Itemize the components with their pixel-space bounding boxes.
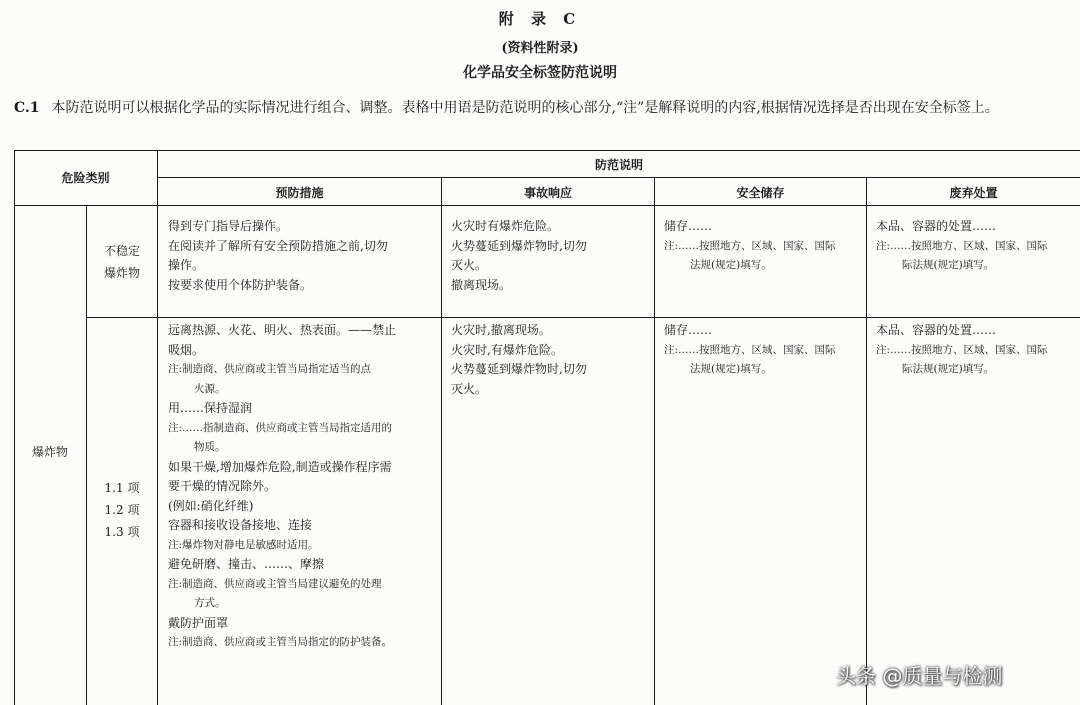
header-prevention: 预防措施 bbox=[275, 186, 324, 200]
row2-prevention bbox=[168, 321, 438, 653]
table-line: 灭火。 bbox=[451, 381, 488, 396]
row1-prevention bbox=[168, 217, 438, 295]
subcategory-line: 1.1 项 bbox=[104, 481, 140, 495]
clause-number: C.1 bbox=[14, 100, 40, 116]
table-line: 避免研磨、撞击、……、摩擦 bbox=[168, 557, 325, 571]
header-response: 事故响应 bbox=[523, 186, 572, 200]
rule-header-bottom bbox=[14, 205, 1080, 206]
table-line: 物质。 bbox=[194, 441, 226, 453]
header-hazard-category: 危险类别 bbox=[61, 171, 110, 185]
table-line: 按要求使用个体防护装备。 bbox=[168, 277, 313, 292]
table-line: 戴防护面罩 bbox=[168, 615, 229, 630]
table-line: 火灾时有爆炸危险。 bbox=[451, 219, 560, 233]
appendix-label: 附 录 C bbox=[498, 10, 582, 28]
table-line: 本品、容器的处置…… bbox=[876, 323, 997, 337]
rule-row1-bottom bbox=[86, 317, 1080, 318]
table-line: 注:……按照地方、区域、国家、国际 bbox=[876, 239, 1048, 252]
row1-storage bbox=[664, 217, 864, 276]
row1-disposal bbox=[876, 217, 1078, 276]
table-line: 际法规(规定)填写。 bbox=[902, 363, 995, 375]
rule-left bbox=[14, 150, 15, 705]
rule-c1 bbox=[441, 177, 442, 705]
table-line: 容器和接收设备接地、连接 bbox=[168, 518, 313, 532]
intro-paragraph bbox=[14, 96, 1074, 121]
subcategory-line: 不稳定 bbox=[103, 244, 140, 258]
subcategory-line: 爆炸物 bbox=[103, 266, 140, 280]
table-line: 用……保持湿润 bbox=[168, 401, 253, 415]
table-line: 注:……按照地方、区域、国家、国际 bbox=[876, 343, 1048, 356]
table-line: 本品、容器的处置…… bbox=[876, 219, 997, 233]
table-line: 储存…… bbox=[664, 219, 713, 233]
table-line: 注:……按照地方、区域、国家、国际 bbox=[664, 239, 836, 252]
subcategory-divisions bbox=[87, 477, 157, 543]
table-line: 注:制造商、供应商或主管当局建议避免的处理 bbox=[168, 577, 382, 590]
header-precaution-group: 防范说明 bbox=[594, 158, 643, 172]
table-line: 注:……指制造商、供应商或主管当局指定适用的 bbox=[168, 421, 393, 434]
row2-disposal bbox=[876, 321, 1078, 380]
table-line: 得到专门指导后操作。 bbox=[168, 219, 289, 233]
subcategory-line: 1.2 项 bbox=[104, 503, 140, 517]
precaution-table bbox=[14, 150, 1080, 705]
table-line: 火灾时,撤离现场。 bbox=[451, 323, 551, 337]
row1-response bbox=[451, 217, 651, 295]
subcategory-unstable bbox=[87, 240, 157, 284]
table-line: 远离热源、火花、明火、热表面。——禁止 bbox=[168, 323, 397, 337]
table-line: 法规(规定)填写。 bbox=[690, 363, 772, 375]
table-line: 在阅读并了解所有安全预防措施之前,切勿 bbox=[168, 238, 388, 253]
table-line: 储存…… bbox=[664, 323, 713, 337]
table-line: 火势蔓延到爆炸物时,切勿 bbox=[451, 362, 587, 376]
header-storage: 安全储存 bbox=[736, 186, 785, 200]
table-line: 撤离现场。 bbox=[451, 277, 512, 292]
appendix-nature: (资料性附录) bbox=[501, 41, 579, 56]
row2-storage bbox=[664, 321, 864, 380]
category-explosives: 爆炸物 bbox=[31, 445, 68, 459]
table-line: 火势蔓延到爆炸物时,切勿 bbox=[451, 238, 587, 253]
row2-response bbox=[451, 321, 651, 399]
watermark: 头条 @质量与检测 bbox=[836, 664, 1003, 688]
rule-group bbox=[158, 177, 1080, 178]
header-disposal: 废弃处置 bbox=[949, 186, 998, 200]
table-line: 火源。 bbox=[194, 382, 226, 395]
table-line: 法规(规定)填写。 bbox=[690, 259, 772, 271]
table-line: 注:制造商、供应商或主管当局指定的防护装备。 bbox=[168, 636, 393, 648]
table-line: 灭火。 bbox=[451, 258, 488, 272]
rule-c2 bbox=[654, 177, 655, 705]
rule-cat bbox=[157, 150, 158, 705]
table-line: 注:……按照地方、区域、国家、国际 bbox=[664, 343, 836, 356]
table-line: 注:制造商、供应商或主管当局指定适当的点 bbox=[168, 363, 372, 375]
rule-c3 bbox=[866, 177, 867, 705]
page-title: 化学品安全标签防范说明 bbox=[463, 65, 617, 81]
table-line: (例如:硝化纤维) bbox=[168, 498, 254, 513]
table-line: 注:爆炸物对静电是敏感时适用。 bbox=[168, 538, 319, 551]
table-line: 操作。 bbox=[168, 258, 205, 272]
table-line: 际法规(规定)填写。 bbox=[902, 259, 995, 271]
table-line: 火灾时,有爆炸危险。 bbox=[451, 342, 563, 357]
intro-text: 本防范说明可以根据化学品的实际情况进行组合、调整。表格中用语是防范说明的核心部分,“注”是解释说明的内容,根据情况选择是否出现在安全标签上。 bbox=[51, 100, 999, 116]
subcategory-line: 1.3 项 bbox=[104, 525, 140, 539]
table-line: 方式。 bbox=[194, 597, 226, 609]
table-line: 要干燥的情况除外。 bbox=[168, 479, 277, 493]
table-line: 如果干燥,增加爆炸危险,制造或操作程序需 bbox=[168, 459, 392, 474]
table-line: 吸烟。 bbox=[168, 342, 205, 357]
rule-top bbox=[14, 150, 1080, 151]
